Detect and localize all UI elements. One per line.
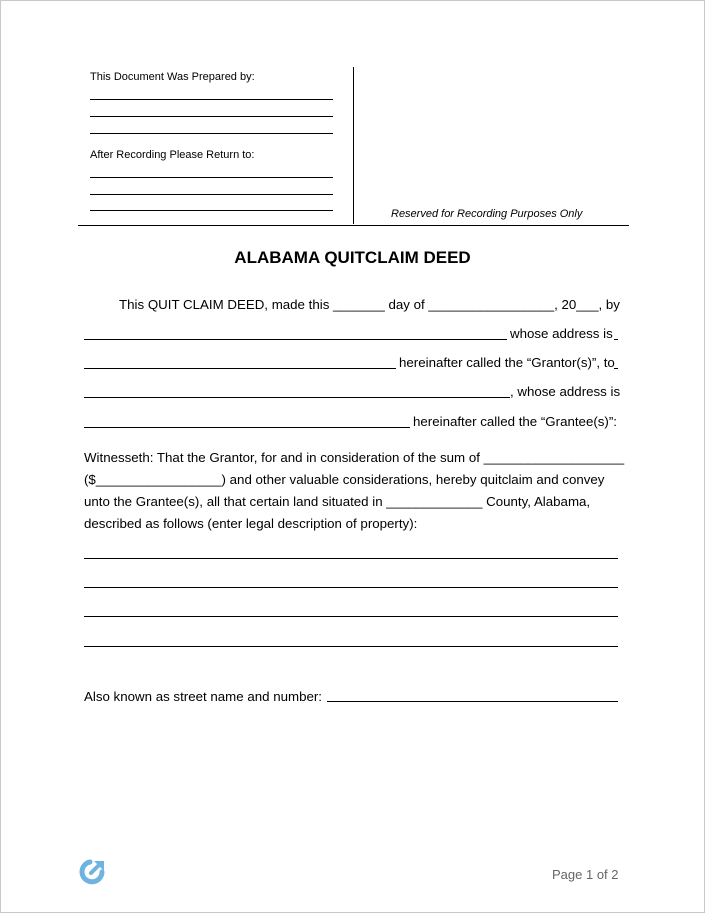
- legal-description-line-3[interactable]: [84, 616, 618, 617]
- grantor-address-blank[interactable]: [84, 368, 396, 369]
- header-bottom-rule: [78, 225, 629, 226]
- page-number: Page 1 of 2: [552, 867, 619, 882]
- grantee-called-label: hereinafter called the “Grantee(s)”:: [413, 414, 617, 429]
- grantee-name-blank-start[interactable]: [614, 368, 618, 369]
- grantee-address-blank[interactable]: [84, 427, 410, 428]
- witnesseth-line-1: Witnesseth: That the Grantor, for and in consideration of the sum of ___________________: [84, 450, 625, 465]
- prepared-by-line-2[interactable]: [90, 116, 333, 117]
- reserved-label: Reserved for Recording Purposes Only: [391, 208, 583, 220]
- grantee-address-label: , whose address is: [510, 384, 621, 399]
- prepared-by-line-1[interactable]: [90, 99, 333, 100]
- return-to-line-1[interactable]: [90, 177, 333, 178]
- grantee-name-blank[interactable]: [84, 397, 510, 398]
- return-to-line-3[interactable]: [90, 210, 333, 211]
- witnesseth-line-3: unto the Grantee(s), all that certain land situated in _____________ County, Alabama,: [84, 494, 591, 509]
- grantor-address-blank-start[interactable]: [614, 339, 618, 340]
- grantor-address-label: whose address is: [510, 326, 613, 341]
- witnesseth-line-2: ($_________________) and other valuable considerations, hereby quitclaim and convey: [84, 472, 605, 487]
- grantor-name-blank[interactable]: [84, 339, 507, 340]
- legal-description-line-4[interactable]: [84, 646, 618, 647]
- deed-intro-line: This QUIT CLAIM DEED, made this _______ day of _________________, 20___, by: [119, 297, 620, 312]
- brand-logo-icon: [77, 857, 107, 887]
- page-title: ALABAMA QUITCLAIM DEED: [234, 248, 471, 267]
- prepared-by-label: This Document Was Prepared by:: [90, 71, 255, 83]
- return-to-label: After Recording Please Return to:: [90, 149, 255, 161]
- aka-street-blank[interactable]: [327, 701, 618, 702]
- aka-label: Also known as street name and number:: [84, 689, 322, 704]
- legal-description-line-2[interactable]: [84, 587, 618, 588]
- return-to-line-2[interactable]: [90, 194, 333, 195]
- grantor-called-label: hereinafter called the “Grantor(s)”, to: [399, 355, 615, 370]
- witnesseth-line-4: described as follows (enter legal description of property):: [84, 516, 418, 531]
- prepared-by-line-3[interactable]: [90, 133, 333, 134]
- header-divider: [353, 67, 354, 224]
- legal-description-line-1[interactable]: [84, 558, 618, 559]
